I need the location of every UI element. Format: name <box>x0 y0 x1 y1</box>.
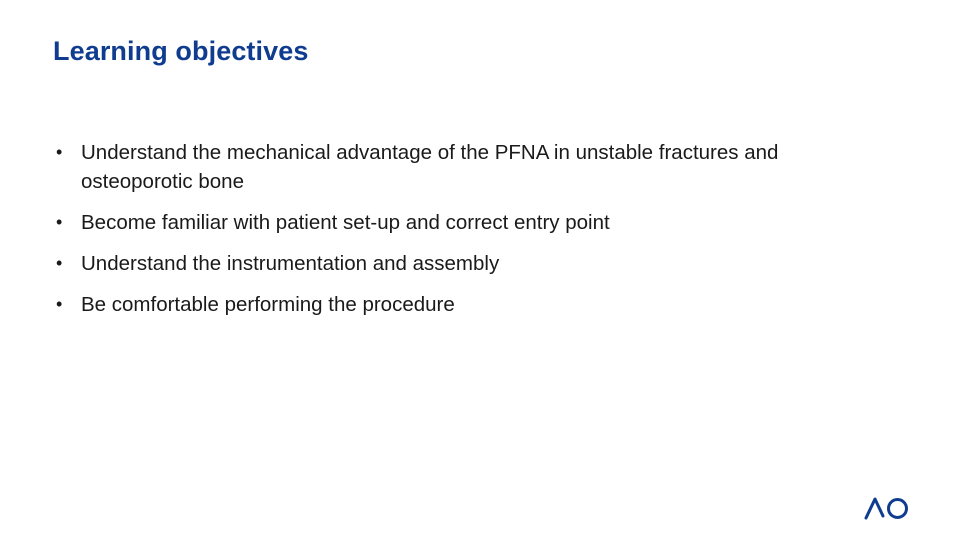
objective-item: • Be comfortable performing the procedure <box>56 290 876 319</box>
objective-item: • Become familiar with patient set-up and correct entry point <box>56 208 876 237</box>
ao-logo-icon <box>864 496 910 520</box>
objectives-list <box>56 138 876 331</box>
objective-item: • Understand the mechanical advantage of the PFNA in unstable fractures and osteoporotic bone <box>56 138 876 196</box>
objective-item: • Understand the instrumentation and assembly <box>56 249 876 278</box>
slide-title: Learning objectives <box>53 36 309 66</box>
